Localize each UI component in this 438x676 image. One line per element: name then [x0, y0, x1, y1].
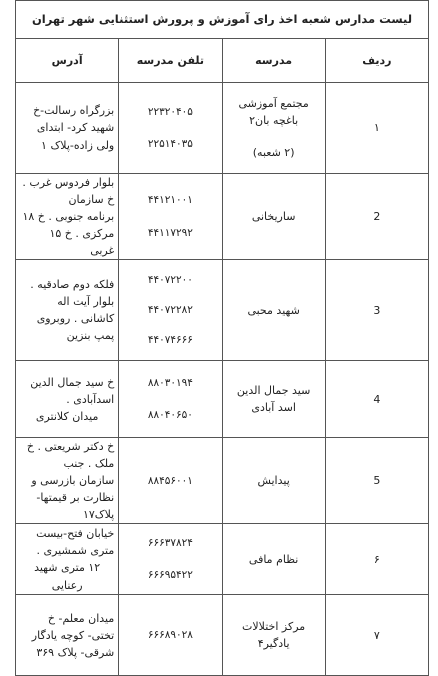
row-index: ۶	[325, 524, 428, 595]
school-name: باغچه بان۲	[249, 114, 299, 128]
table-row	[16, 524, 429, 595]
table-row	[16, 361, 429, 438]
address-line: کاشانی . روبروی پمپ بنزین	[36, 312, 115, 343]
phone-number: ۶۶۶۹۵۴۲۲	[147, 569, 193, 582]
phone-cell	[119, 438, 222, 524]
address-line: فلکه دوم صادقیه . بلوار آیت اله	[30, 278, 115, 309]
school-name-cell	[222, 260, 325, 361]
phone-number: ۴۴۱۲۱۰۰۱	[147, 194, 193, 207]
header-row	[16, 39, 429, 83]
header-index: ردیف	[325, 39, 428, 83]
phone-number: ۴۴۰۷۲۲۰۰	[147, 273, 193, 286]
school-name: اسد آبادی	[251, 401, 296, 415]
title-row	[16, 1, 429, 39]
phone-number: ۸۸۰۳۰۱۹۴	[147, 376, 193, 389]
row-index: 2	[325, 174, 428, 260]
phone-number: ۲۲۵۱۴۰۳۵	[147, 138, 193, 150]
row-index: 5	[325, 438, 428, 524]
row-index: 3	[325, 260, 428, 361]
address-line: خ سید جمال الدین اسدآبادی .	[30, 375, 115, 406]
phone-number: ۸۸۰۴۰۶۵۰	[147, 409, 193, 422]
phone-cell	[119, 524, 222, 595]
header-phone: تلفن مدرسه	[119, 39, 222, 83]
address-cell	[16, 361, 119, 438]
school-name: سید جمال الدین	[236, 384, 311, 398]
address-line: ولی زاده-پلاک ۱	[41, 138, 115, 152]
phone-number: ۲۲۳۲۰۴۰۵	[147, 105, 193, 118]
address-cell	[16, 595, 119, 676]
phone-cell	[119, 361, 222, 438]
school-name-cell	[222, 524, 325, 595]
row-index: 4	[325, 361, 428, 438]
phone-number: ۴۴۱۱۷۲۹۲	[147, 226, 193, 239]
school-name-cell	[222, 595, 325, 676]
school-name: شهید محبی	[247, 303, 300, 317]
address-line: غربی	[90, 244, 115, 258]
row-index: ۱	[325, 83, 428, 174]
school-name: ساریخانی	[251, 210, 296, 224]
school-name: مجتمع آموزشی	[238, 97, 309, 111]
address-line: میدان کلانتری	[35, 409, 99, 423]
address-line: خ دکتر شریعتی . خ ملک . جنب	[26, 440, 115, 471]
school-name-cell	[222, 361, 325, 438]
school-name-cell	[222, 438, 325, 524]
address-line: شرقی- پلاک ۳۶۹	[36, 645, 115, 659]
phone-cell	[119, 595, 222, 676]
row-index: ۷	[325, 595, 428, 676]
address-line: پلاک۱۷	[82, 508, 115, 522]
table-row	[16, 83, 429, 174]
address-line: خیابان فتح-بیست متری شمشیری .	[36, 527, 115, 558]
phone-cell	[119, 260, 222, 361]
school-name: پیدایش	[257, 474, 290, 488]
school-name-cell	[222, 83, 325, 174]
phone-number: ۴۴۰۷۲۲۸۲	[147, 304, 193, 317]
address-cell	[16, 524, 119, 595]
table-row	[16, 438, 429, 524]
address-line: بزرگراه رسالت-خ شهید کرد- ابتدای	[33, 104, 115, 135]
phone-cell	[119, 83, 222, 174]
address-cell	[16, 83, 119, 174]
address-line: ۱۲ متری شهید رعنایی	[34, 561, 101, 592]
phone-number: ۴۴۰۷۴۶۶۶	[147, 334, 193, 347]
school-name-cell	[222, 174, 325, 260]
header-address: آدرس	[16, 39, 119, 83]
address-line: بلوار فردوس غرب . خ سازمان	[22, 176, 115, 207]
schools-table	[15, 0, 429, 676]
phone-number: ۶۶۶۳۷۸۲۴	[147, 537, 193, 550]
table-title: لیست مدارس شعبه اخذ رای آموزش و پرورش استثنایی شهر تهران	[16, 1, 429, 39]
school-name: یادگیر۴	[257, 637, 290, 651]
phone-number: ۸۸۴۵۶۰۰۱	[147, 474, 193, 487]
address-cell	[16, 260, 119, 361]
header-school: مدرسه	[222, 39, 325, 83]
school-name: مرکز اختلالات	[242, 620, 306, 634]
phone-number: ۶۶۶۸۹۰۲۸	[147, 629, 193, 642]
table-row	[16, 174, 429, 260]
address-line: سازمان بازرسی و نظارت بر قیمتها-	[31, 474, 115, 505]
table-row	[16, 595, 429, 676]
address-line: میدان معلم- خ تختی- کوچه یادگار	[31, 611, 115, 642]
table-row	[16, 260, 429, 361]
address-cell	[16, 174, 119, 260]
school-note: (۲ شعبه)	[252, 145, 295, 159]
school-name: نظام مافی	[248, 552, 299, 566]
phone-cell	[119, 174, 222, 260]
address-line: برنامه جنوبی . خ ۱۸ مرکزی . خ ۱۵	[22, 210, 115, 241]
address-cell	[16, 438, 119, 524]
